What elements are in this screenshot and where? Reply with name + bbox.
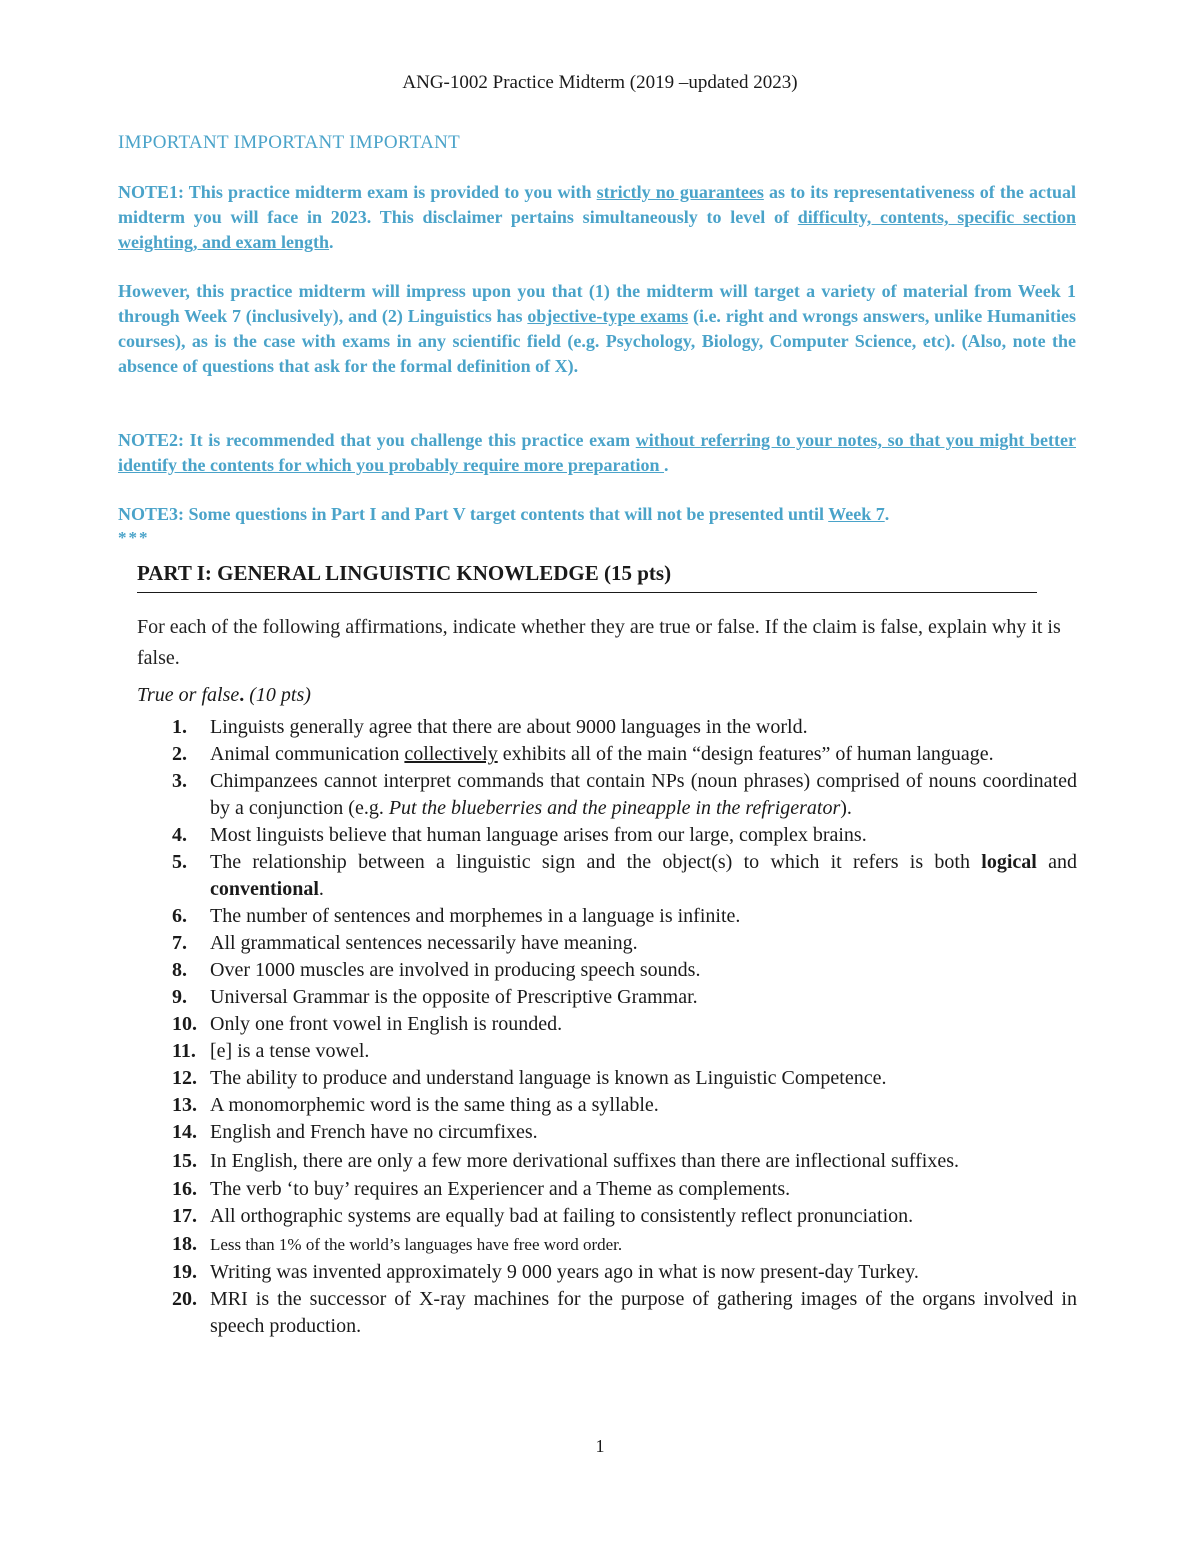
list-item: 8. Over 1000 muscles are involved in producing speech sounds. (172, 959, 701, 981)
note2-paragraph: NOTE2: It is recommended that you challenge this practice exam without referring to your notes, so that you might better identify the contents for which you probably require more preparation . (118, 430, 1076, 475)
list-item: 1. Linguists generally agree that there are about 9000 languages in the world. (172, 716, 808, 738)
list-item: 19. Writing was invented approximately 9 000 years ago in what is now present-day Turkey. (172, 1261, 919, 1283)
list-item: 11. [e] is a tense vowel. (172, 1040, 370, 1062)
list-item: 16. The verb ‘to buy’ requires an Experiencer and a Theme as complements. (172, 1178, 791, 1200)
separator-stars: *** (118, 528, 150, 547)
list-item: 9. Universal Grammar is the opposite of Prescriptive Grammar. (172, 986, 698, 1008)
note1-paragraph: NOTE1: This practice midterm exam is provided to you with strictly no guarantees as to its representativeness of the actual midterm you will face in 2023. This disclaimer pertains simultaneously to level of difficulty, contents, specific section weighting, and exam length. (118, 182, 1077, 252)
however-paragraph: However, this practice midterm will impress upon you that (1) the midterm will target a variety of material from Week 1 through Week 7 (inclusively), and (2) Linguistics has objective-type exams (i.e. right and wrongs answers, unlike Humanities courses), as is the case with exams in any scientific field (e.g. Psychology, Biology, Computer Science, etc). (Also, note the absence of questions that ask for the formal definition of X). (118, 281, 1076, 376)
question-list (137, 714, 1077, 1340)
instructions: For each of the following affirmations, indicate whether they are true or false. If the claim is false, explain why it is false. (137, 616, 1061, 669)
list-item: 20. MRI is the successor of X-ray machines for the purpose of gathering images of the organs involved in speech production. (172, 1288, 1077, 1337)
list-item: 15. In English, there are only a few more derivational suffixes than there are inflectional suffixes. (172, 1150, 959, 1172)
list-item: 5. The relationship between a linguistic sign and the object(s) to which it refers is both logical and conventional. (172, 851, 1077, 900)
list-item: 4. Most linguists believe that human language arises from our large, complex brains. (172, 824, 867, 846)
list-item: 6. The number of sentences and morphemes in a language is infinite. (172, 905, 741, 927)
list-item: 14. English and French have no circumfixes. (172, 1121, 538, 1143)
list-item: 7. All grammatical sentences necessarily have meaning. (172, 932, 638, 954)
list-item: 10. Only one front vowel in English is rounded. (172, 1013, 563, 1035)
list-item: 18. Less than 1% of the world’s languages have free word order. (172, 1233, 623, 1255)
list-item: 3. Chimpanzees cannot interpret commands that contain NPs (noun phrases) comprised of nouns coordinated by a conjunction (e.g. Put the blueberries and the pineapple in the refrigerator). (172, 770, 1077, 819)
part-title: PART I: GENERAL LINGUISTIC KNOWLEDGE (15 pts) (137, 561, 1037, 593)
page-number: 1 (595, 1436, 605, 1456)
true-false-heading: True or false. (10 pts) (137, 684, 311, 706)
list-item: 17. All orthographic systems are equally bad at failing to consistently reflect pronunciation. (172, 1205, 914, 1227)
important-banner: IMPORTANT IMPORTANT IMPORTANT (118, 132, 461, 153)
list-item: 12. The ability to produce and understand language is known as Linguistic Competence. (172, 1067, 887, 1089)
list-item: 2. Animal communication collectively exhibits all of the main “design features” of human language. (172, 743, 994, 765)
note3-paragraph: NOTE3: Some questions in Part I and Part V target contents that will not be presented until Week 7. (118, 504, 890, 524)
document-header: ANG-1002 Practice Midterm (2019 –updated 2023) (402, 72, 798, 93)
list-item: 13. A monomorphemic word is the same thing as a syllable. (172, 1094, 659, 1116)
